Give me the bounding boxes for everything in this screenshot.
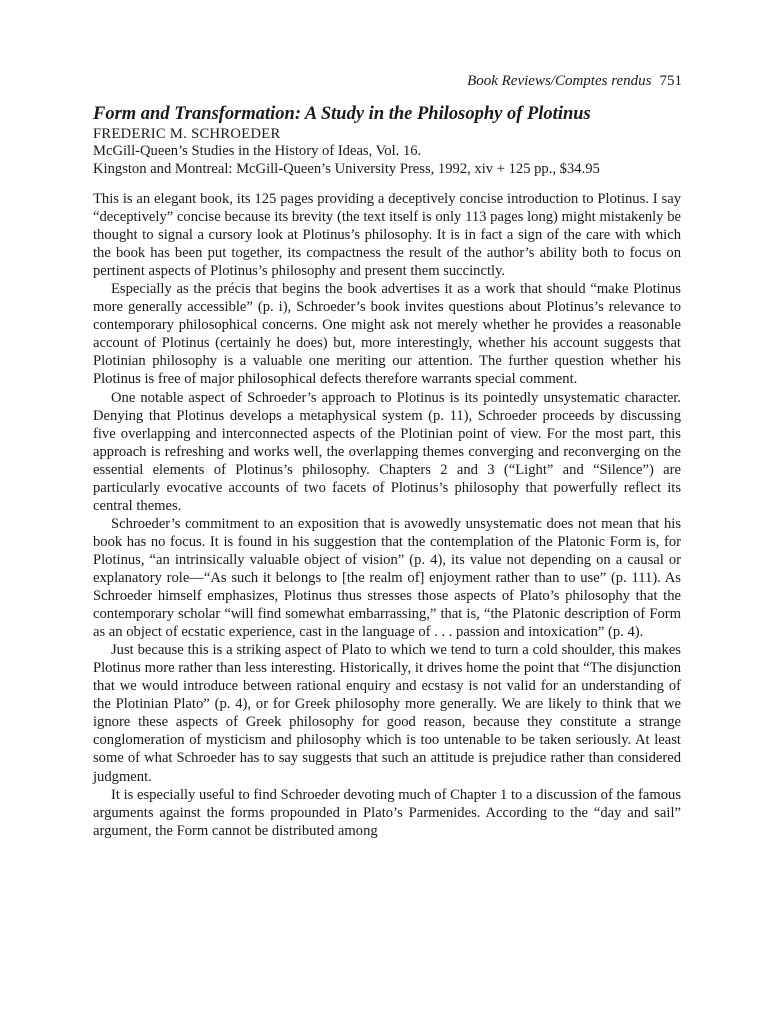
paragraph: One notable aspect of Schroeder’s approach to Plotinus is its pointedly unsystematic character. Denying that Plotinus develops a metaphysical system (p. 11), Schroeder proceeds by discussing five overlapping and interconnected aspects of the Plotinian point of view. For the most part, this approach is refreshing and works well, the overlapping themes converging and reconverging on the essential elements of Plotinus’s philosophy. Chapters 2 and 3 (“Light” and “Silence”) are particularly evocative accounts of two facets of Plotinus’s philosophy that powerfully reflect its central themes.	[93, 389, 681, 514]
running-head	[0, 72, 682, 90]
publication-line: Kingston and Montreal: McGill-Queen’s University Press, 1992, xiv + 125 pp., $34.95	[93, 160, 600, 177]
review-title: Form and Transformation: A Study in the Philosophy of Plotinus	[93, 104, 591, 124]
paragraph: Just because this is a striking aspect of Plato to which we tend to turn a cold shoulder, this makes Plotinus more rather than less interesting. Historically, it drives home the point that “The disjunction that we would introduce between rational enquiry and ecstasy is not valid for an understanding of the Plotinian Plato” (p. 4), or for Greek philosophy more generally. We are likely to think that we ignore these aspects of Greek philosophy for good reason, because they constitute a strange conglomeration of mysticism and philosophy which is too untenable to be taken seriously. At least some of what Schroeder has to say suggests that such an attitude is prejudice rather than considered judgment.	[93, 642, 681, 785]
review-author: FREDERIC M. SCHROEDER	[93, 126, 281, 142]
paragraph: This is an elegant book, its 125 pages providing a deceptively concise introduction to Plotinus. I say “deceptively” concise because its brevity (the text itself is only 113 pages long) might mistakenly be thought to signal a cursory look at Plotinus’s philosophy. It is in fact a sign of the care with which the book has been put together, its compactness the result of the author’s ability both to focus on pertinent aspects of Plotinus’s philosophy and present them succinctly.	[93, 191, 681, 280]
series-line: McGill-Queen’s Studies in the History of Ideas, Vol. 16.	[93, 143, 422, 160]
bibliographic-info	[93, 126, 693, 178]
running-title: Book Reviews/Comptes rendus	[467, 73, 652, 89]
paragraph: It is especially useful to find Schroeder devoting much of Chapter 1 to a discussion of the famous arguments against the forms propounded in Plato’s Parmenides. According to the “day and sail” argument, the Form cannot be distributed among	[93, 786, 681, 839]
review-body	[93, 190, 681, 840]
page-number: 751	[659, 73, 682, 89]
paragraph: Schroeder’s commitment to an exposition that is avowedly unsystematic does not mean that his book has no focus. It is found in his suggestion that the contemplation of the Platonic Form is, for Plotinus, “an intrinsically valuable object of vision” (p. 4), its value not depending on a causal or explanatory role—“As such it belongs to [the realm of] enjoyment rather than to use” (p. 111). As Schroeder himself emphasizes, Plotinus thus stresses those aspects of Plato’s philosophy that the contemporary scholar “will find somewhat embarrassing,” that is, “the Platonic description of Form as an object of ecstatic experience, cast in the language of . . . passion and intoxication” (p. 4).	[93, 515, 681, 641]
paragraph: Especially as the précis that begins the book advertises it as a work that should “make Plotinus more generally accessible” (p. i), Schroeder’s book invites questions about Plotinus’s relevance to contemporary philosophical concerns. One might ask not merely whether he provides a reasonable account of Plotinus (certainly he does) but, more interestingly, whether his account suggests that Plotinian philosophy is a valuable one meriting our attention. The further question whether his Plotinus is free of major philosophical defects therefore warrants special comment.	[93, 281, 681, 388]
